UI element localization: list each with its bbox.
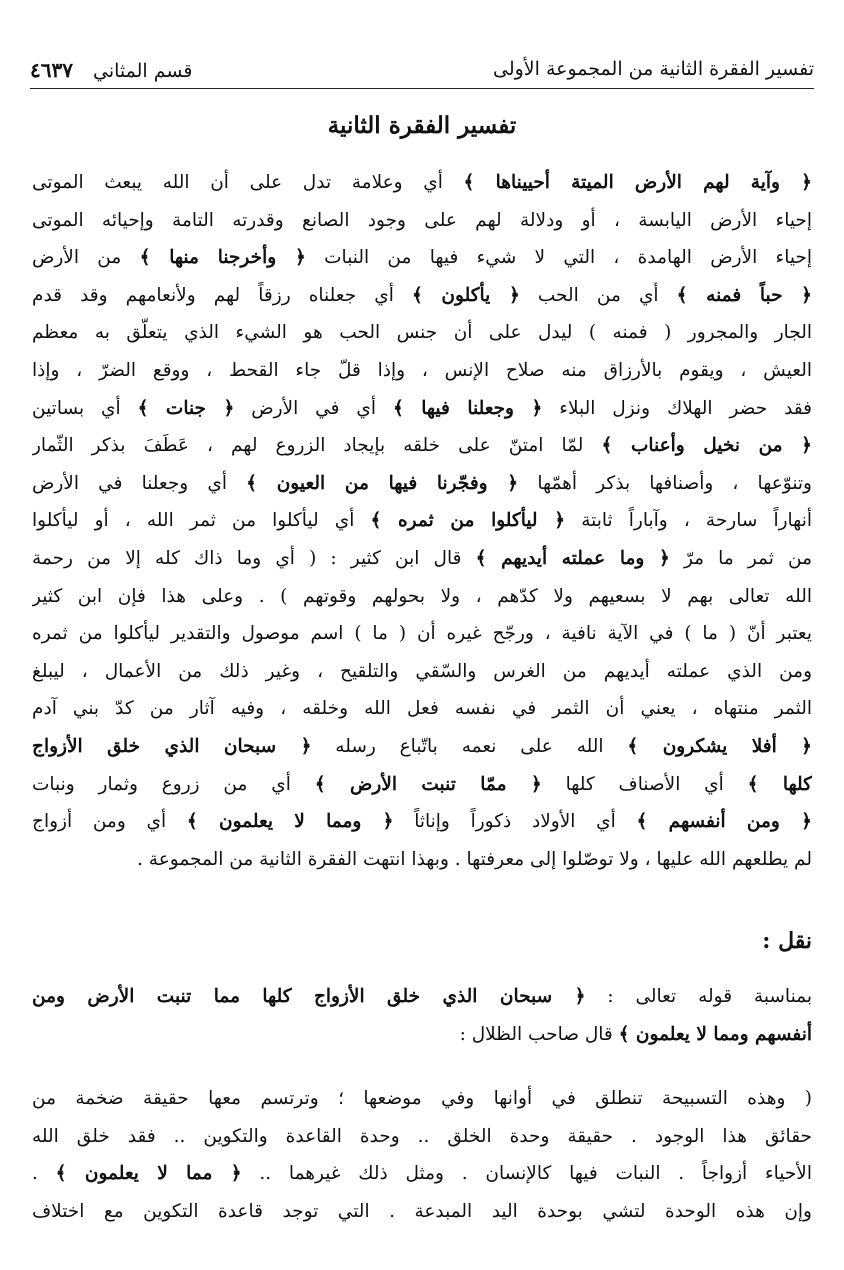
text-run: أي وجعلنا في الأرض	[32, 472, 247, 494]
quran-verse: ﴿ أفلا يشكرون ﴾	[627, 735, 812, 757]
text-line	[32, 1193, 812, 1231]
text-line	[32, 653, 812, 691]
quran-verse: ﴿ من نخيل وأعناب ﴾	[601, 435, 812, 457]
text-run: أي بساتين	[32, 397, 138, 419]
text-run: .	[32, 1163, 56, 1185]
text-line	[32, 978, 812, 1016]
text-run: وتنوّعها ، وأصنافها بذكر أهمّها	[518, 472, 812, 494]
header-left	[30, 58, 192, 82]
text-run: العيش ، ويقوم بالأرزاق منه صلاح الإنس ، وإذا قلّ جاء القحط ، ووقع الضرّ ، وإذا	[32, 359, 812, 381]
text-line	[32, 1118, 812, 1156]
text-line	[32, 465, 812, 503]
text-line	[32, 502, 812, 540]
text-run: أي الأصناف كلها	[541, 773, 748, 795]
quran-verse: ﴿ مما لا يعلمون ﴾	[55, 1163, 242, 1185]
quoted-passage	[32, 1080, 812, 1230]
text-line	[32, 841, 812, 879]
text-run: قال ابن كثير : ( أي وما ذاك كله إلا من رحمة	[32, 547, 476, 569]
quran-verse: ﴿ ليأكلوا من ثمره ﴾	[370, 510, 566, 532]
quran-verse: ﴿ يأكلون ﴾	[411, 284, 520, 306]
text-run: لمّا امتنّ على خلقه بإيجاد الزروع لهم ، عَطَفَ بذكر الثّمار	[32, 435, 602, 457]
text-line	[32, 728, 812, 766]
text-line	[32, 578, 812, 616]
text-line	[32, 766, 812, 804]
quran-verse: ﴿ وآية لهم الأرض الميتة أحييناها ﴾	[463, 172, 812, 193]
header-section: قسم المثاني	[93, 60, 193, 82]
text-run: من ثمر ما مرّ	[669, 547, 812, 569]
text-run: إحياء الأرض الهامدة ، التي لا شيء فيها من النبات	[305, 247, 812, 269]
quran-verse: أنفسهم ومما لا يعلمون ﴾	[618, 1023, 812, 1045]
quran-verse: ﴿ وجعلنا فيها ﴾	[392, 397, 543, 419]
quran-verse: ﴿ ومن أنفسهم ﴾	[636, 811, 812, 833]
text-run: الجار والمجرور ( فمنه ) ليدل على أن جنس الحب هو الشيء الذي يتعلّق به معظم	[32, 322, 812, 344]
text-run: إحياء الأرض اليابسة ، أو ودلالة لهم على وجود الصانع وقدرته التامة وإحيائه الموتى	[32, 209, 812, 231]
text-line	[32, 1155, 812, 1193]
text-run: أي من الحب	[519, 284, 677, 306]
text-run: يعتبر أنّ ( ما ) في الآية نافية ، ورجّح غيره أن ( ما ) اسم موصول والتقدير ليأكلوا من ثمره	[32, 623, 812, 645]
text-run: أي الأولاد ذكوراً وإناثاً	[393, 811, 637, 833]
quote-intro	[32, 978, 812, 1053]
commentary-paragraph	[32, 164, 812, 878]
naql-heading: نقل :	[762, 928, 812, 954]
text-run: لم يطلعهم الله عليها ، ولا توصّلوا إلى معرفتها . وبهذا انتهت الفقرة الثانية من المجموعة .	[137, 848, 812, 870]
text-line	[32, 390, 812, 428]
text-run: حقائق هذا الوجود . حقيقة وحدة الخلق .. وحدة القاعدة والتكوين .. فقد خلق الله	[32, 1125, 812, 1147]
text-run: أي في الأرض	[234, 397, 393, 419]
quran-verse: ﴿ ومما لا يعلمون ﴾	[186, 811, 394, 833]
text-run: ( وهذه التسبيحة تنطلق في أوانها وفي موضعها ؛ وترتسم معها حقيقة ضخمة من	[32, 1088, 812, 1109]
text-run: أي ليأكلوا من ثمر الله ، أو ليأكلوا	[32, 510, 371, 532]
text-run: وإن هذه الوحدة لتشي بوحدة اليد المبدعة . التي توجد قاعدة التكوين مع اختلاف	[32, 1200, 812, 1222]
text-line	[32, 540, 812, 578]
text-line	[32, 1080, 812, 1118]
header-title: تفسير الفقرة الثانية من المجموعة الأولى	[493, 58, 814, 80]
text-line	[32, 164, 812, 202]
quran-verse: كلها ﴾	[747, 773, 812, 795]
quran-verse: ﴿ جنات ﴾	[137, 397, 235, 419]
text-run: الثمر منتهاه ، يعني أن الثمر في نفسه فعل الله وخلقه ، وفيه آثار من كدّ بني آدم	[32, 698, 812, 720]
text-line	[32, 615, 812, 653]
text-run: أنهاراً سارحة ، وآباراً ثابتة	[565, 510, 812, 532]
section-title: تفسير الفقرة الثانية	[327, 112, 517, 139]
quran-verse: ﴿ ممّا تنبت الأرض ﴾	[314, 773, 542, 795]
text-run: الله على نعمه باتّباع رسله	[311, 735, 628, 757]
quran-verse: ﴿ وفجّرنا فيها من العيون ﴾	[246, 472, 519, 494]
quran-verse: ﴿ سبحان الذي خلق الأزواج	[32, 735, 312, 757]
text-run: الأحياء أزواجاً . النبات فيها كالإنسان . ومثل ذلك غيرهما ..	[241, 1163, 812, 1185]
quran-verse: ﴿ وأخرجنا منها ﴾	[139, 247, 306, 269]
text-run: ومن الذي عملته أيديهم من الغرس والسّقي والتلقيح ، وغير ذلك من الأعمال ، ليبلغ	[32, 660, 812, 682]
quran-verse: ﴿ وما عملته أيديهم ﴾	[475, 547, 670, 569]
text-run: أي جعلناه رزقاً لهم ولأنعامهم وقد قدم	[32, 284, 412, 306]
text-run: قال صاحب الظلال :	[459, 1023, 619, 1045]
text-run: فقد حضر الهلاك ونزل البلاء	[542, 397, 812, 419]
text-line	[32, 314, 812, 352]
text-run: أي ومن أزواج	[32, 811, 187, 833]
page-number: ٤٦٣٧	[30, 58, 73, 82]
quran-verse: ﴿ سبحان الذي خلق الأزواج كلها مما تنبت الأرض ومن	[32, 986, 586, 1007]
text-run: أي وعلامة تدل على أن الله يبعث الموتى	[32, 172, 464, 193]
text-line	[32, 239, 812, 277]
text-run: الله تعالى بهم لا بسعيهم ولا كدّهم ، ولا بحولهم وقوتهم ) . وعلى هذا فإن ابن كثير	[32, 585, 812, 607]
text-run: بمناسبة قوله تعالى :	[585, 986, 812, 1007]
text-line	[32, 202, 812, 240]
text-line	[32, 690, 812, 728]
text-line	[32, 427, 812, 465]
running-header	[30, 56, 814, 89]
text-line	[32, 1016, 812, 1054]
text-line	[32, 803, 812, 841]
text-line	[32, 352, 812, 390]
text-line	[32, 277, 812, 315]
quran-verse: ﴿ حباً فمنه ﴾	[676, 284, 812, 306]
text-run: أي من زروع وثمار ونبات	[32, 773, 315, 795]
text-run: من الأرض	[32, 247, 140, 269]
